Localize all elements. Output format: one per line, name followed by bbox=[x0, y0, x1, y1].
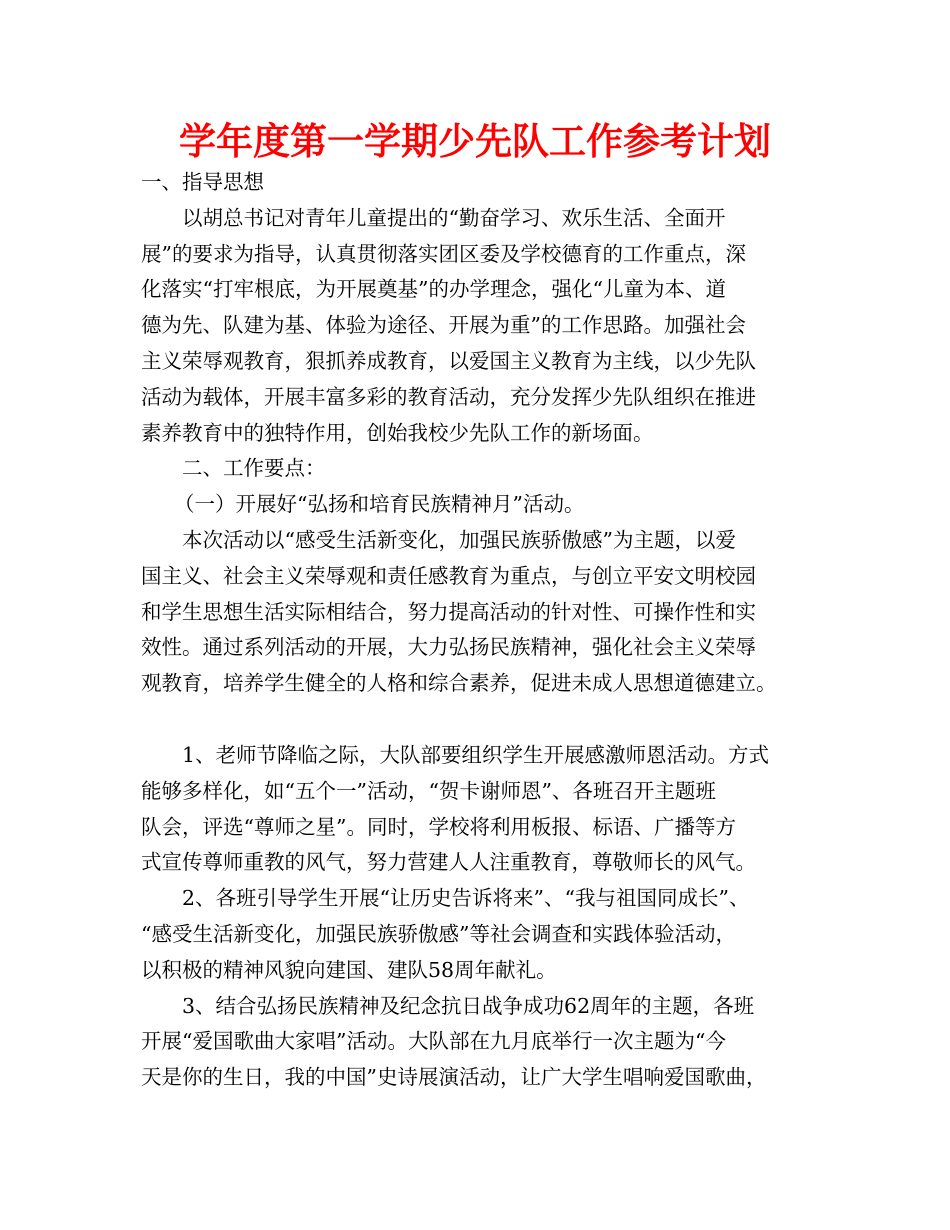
list-item-line: 开展“爱国歌曲大家唱”活动。大队部在九月底举行一次主题为“今 bbox=[141, 1029, 726, 1054]
list-item-line: 3、结合弘扬民族精神及纪念抗日战争成功62周年的主题，各班 bbox=[182, 993, 755, 1018]
paragraph-line: 和学生思想生活实际相结合，努力提高活动的针对性、可操作性和实 bbox=[141, 599, 756, 624]
subsection-heading: （一）开展好“弘扬和培育民族精神月”活动。 bbox=[174, 492, 585, 517]
document-title: 学年度第一学期少先队工作参考计划 bbox=[179, 120, 771, 163]
list-item-line: 队会，评选“尊师之星”。同时，学校将利用板报、标语、广播等方 bbox=[141, 814, 736, 839]
list-item-line: “感受生活新变化，加强民族骄傲感”等社会调查和实践体验活动， bbox=[141, 921, 736, 946]
paragraph-line: 本次活动以“感受生活新变化，加强民族骄傲感”为主题，以爱 bbox=[182, 527, 736, 552]
paragraph-line: 活动为载体，开展丰富多彩的教育活动，充分发挥少先队组织在推进 bbox=[141, 384, 756, 409]
paragraph-line: 效性。通过系列活动的开展，大力弘扬民族精神，强化社会主义荣辱 bbox=[141, 635, 756, 660]
section-heading: 一、指导思想 bbox=[141, 170, 264, 194]
paragraph-line: 展”的要求为指导，认真贯彻落实团区委及学校德育的工作重点，深 bbox=[141, 241, 746, 266]
document-body bbox=[141, 165, 813, 1096]
paragraph-gap bbox=[141, 702, 813, 738]
list-item-line: 能够多样化，如“五个一”活动，“贺卡谢师恩”、各班召开主题班 bbox=[141, 778, 716, 803]
section-heading: 二、工作要点： bbox=[182, 456, 326, 481]
paragraph-line: 以胡总书记对青年儿童提出的“勤奋学习、欢乐生活、全面开 bbox=[182, 205, 726, 230]
list-item-line: 式宣传尊师重教的风气，努力营建人人注重教育，尊敬师长的风气。 bbox=[141, 850, 756, 875]
paragraph-line: 德为先、队建为基、体验为途径、开展为重”的工作思路。加强社会 bbox=[141, 313, 746, 338]
list-item-line: 1、老师节降临之际，大队部要组织学生开展感激师恩活动。方式 bbox=[182, 742, 770, 767]
paragraph-line: 素养教育中的独特作用，创始我校少先队工作的新场面。 bbox=[141, 420, 654, 445]
list-item-line: 以积极的精神风貌向建国、建队58周年献礼。 bbox=[141, 957, 557, 982]
paragraph-line: 化落实“打牢根底，为开展奠基”的办学理念，强化“儿童为本、道 bbox=[141, 277, 726, 302]
paragraph-line: 主义荣辱观教育，狠抓养成教育，以爱国主义教育为主线，以少先队 bbox=[141, 348, 756, 373]
list-item-line: 天是你的生日，我的中国”史诗展演活动，让广大学生唱响爱国歌曲， bbox=[141, 1065, 767, 1090]
paragraph-line: 观教育，培养学生健全的人格和综合素养，促进未成人思想道德建立。 bbox=[141, 671, 777, 696]
paragraph-line: 国主义、社会主义荣辱观和责任感教育为重点，与创立平安文明校园 bbox=[141, 563, 756, 588]
list-item-line: 2、各班引导学生开展“让历史告诉将来”、“我与祖国同成长”、 bbox=[182, 886, 750, 911]
